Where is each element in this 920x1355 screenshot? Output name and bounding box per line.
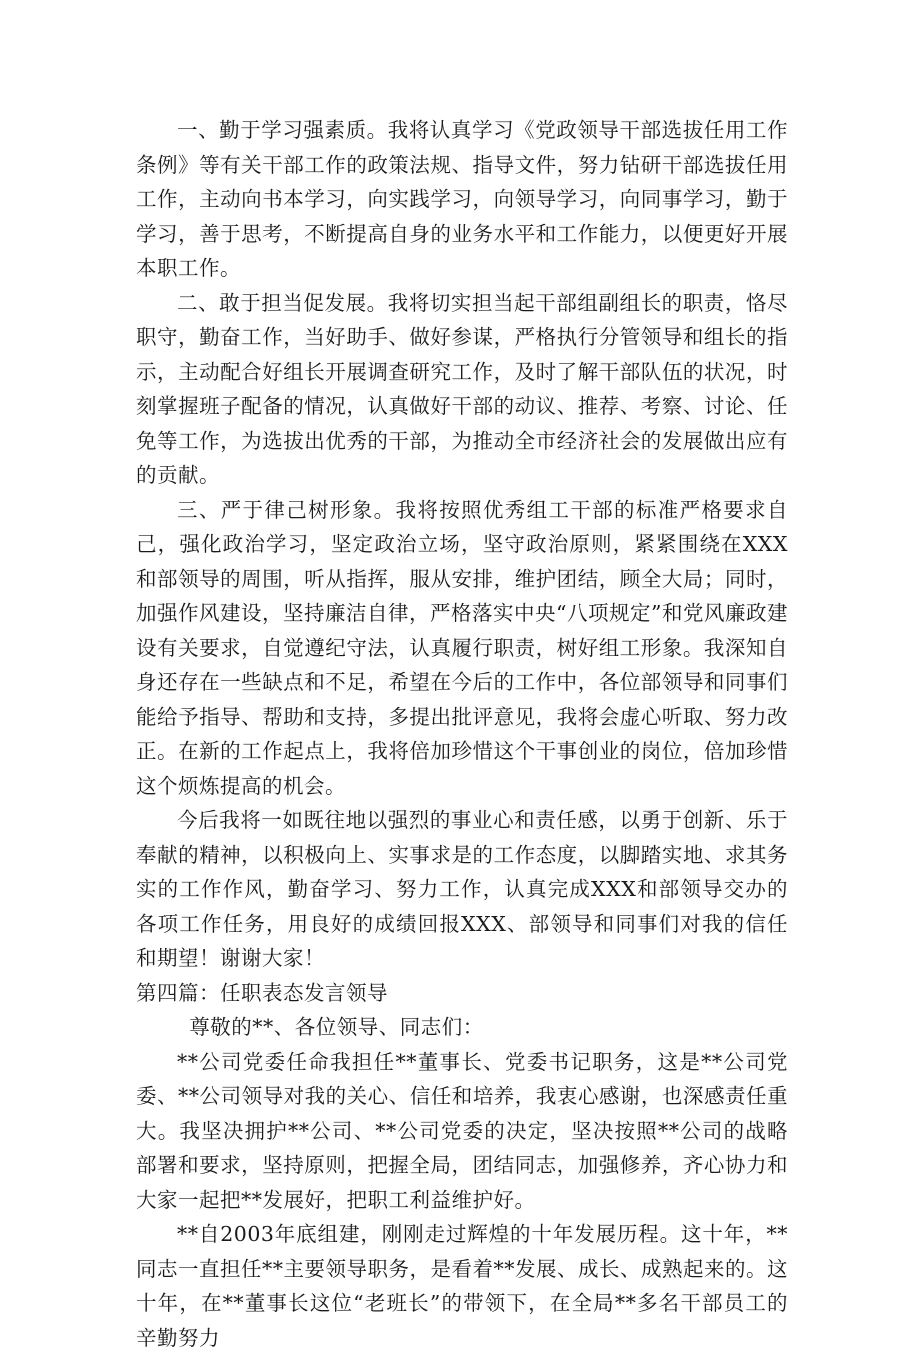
document-body <box>136 113 788 1355</box>
paragraph-history: **自2003年底组建，刚刚走过辉煌的十年发展历程。这十年，**同志一直担任**主要领导职务，是看着**发展、成长、成熟起来的。这十年，在**董事长这位“老班长”的带领下，在全局**多名干部员工的辛勤努力 <box>136 1222 788 1350</box>
paragraph-self-discipline: 三、严于律己树形象。我将按照优秀组工干部的标准严格要求自己，强化政治学习，坚定政治立场，坚守政治原则，紧紧围绕在XXX和部领导的周围，听从指挥，服从安排，维护团结，顾全大局；同时，加强作风建设，坚持廉洁自律，严格落实中央“八项规定”和党风廉政建设有关要求，自觉遵纪守法，认真履行职责，树好组工形象。我深知自身还存在一些缺点和不足，希望在今后的工作中，各位部领导和同事们能给予指导、帮助和支持，多提出批评意见，我将会虚心听取、努力改正。在新的工作起点上，我将倍加珍惜这个干事创业的岗位，倍加珍惜这个烦炼提高的机会。 <box>136 497 788 798</box>
paragraph-appointment: **公司党委任命我担任**董事长、党委书记职务，这是**公司党委、**公司领导对我的关心、信任和培养，我衷心感谢，也深感责任重大。我坚决拥护**公司、**公司党委的决定，坚决按照**公司的战略部署和要求，坚持原则，把握全局，团结同志，加强修养，齐心协力和大家一起把**发展好，把职工利益维护好。 <box>136 1049 788 1212</box>
section-heading: 第四篇：任职表态发言领导 <box>136 980 388 1005</box>
salutation: 尊敬的**、各位领导、同志们： <box>189 1015 484 1039</box>
paragraph-future: 今后我将一如既往地以强烈的事业心和责任感，以勇于创新、乐于奉献的精神，以积极向上、实事求是的工作态度，以脚踏实地、求其务实的工作作风，勤奋学习、努力工作，认真完成XXX和部领导交办的各项工作任务，用良好的成绩回报XXX、部领导和同事们对我的信任和期望！谢谢大家！ <box>136 808 788 970</box>
paragraph-study: 一、勤于学习强素质。我将认真学习《党政领导干部选拔任用工作条例》等有关干部工作的政策法规、指导文件，努力钻研干部选拔任用工作，主动向书本学习，向实践学习，向领导学习，向同事学习，勤于学习，善于思考，不断提高自身的业务水平和工作能力，以便更好开展本职工作。 <box>136 118 788 280</box>
paragraph-responsibility: 二、敢于担当促发展。我将切实担当起干部组副组长的职责，恪尽职守，勤奋工作，当好助手、做好参谋，严格执行分管领导和组长的指示，主动配合好组长开展调查研究工作，及时了解干部队伍的状况，时刻掌握班子配备的情况，认真做好干部的动议、推荐、考察、讨论、任免等工作，为选拔出优秀的干部，为推动全市经济社会的发展做出应有的贡献。 <box>136 290 788 487</box>
